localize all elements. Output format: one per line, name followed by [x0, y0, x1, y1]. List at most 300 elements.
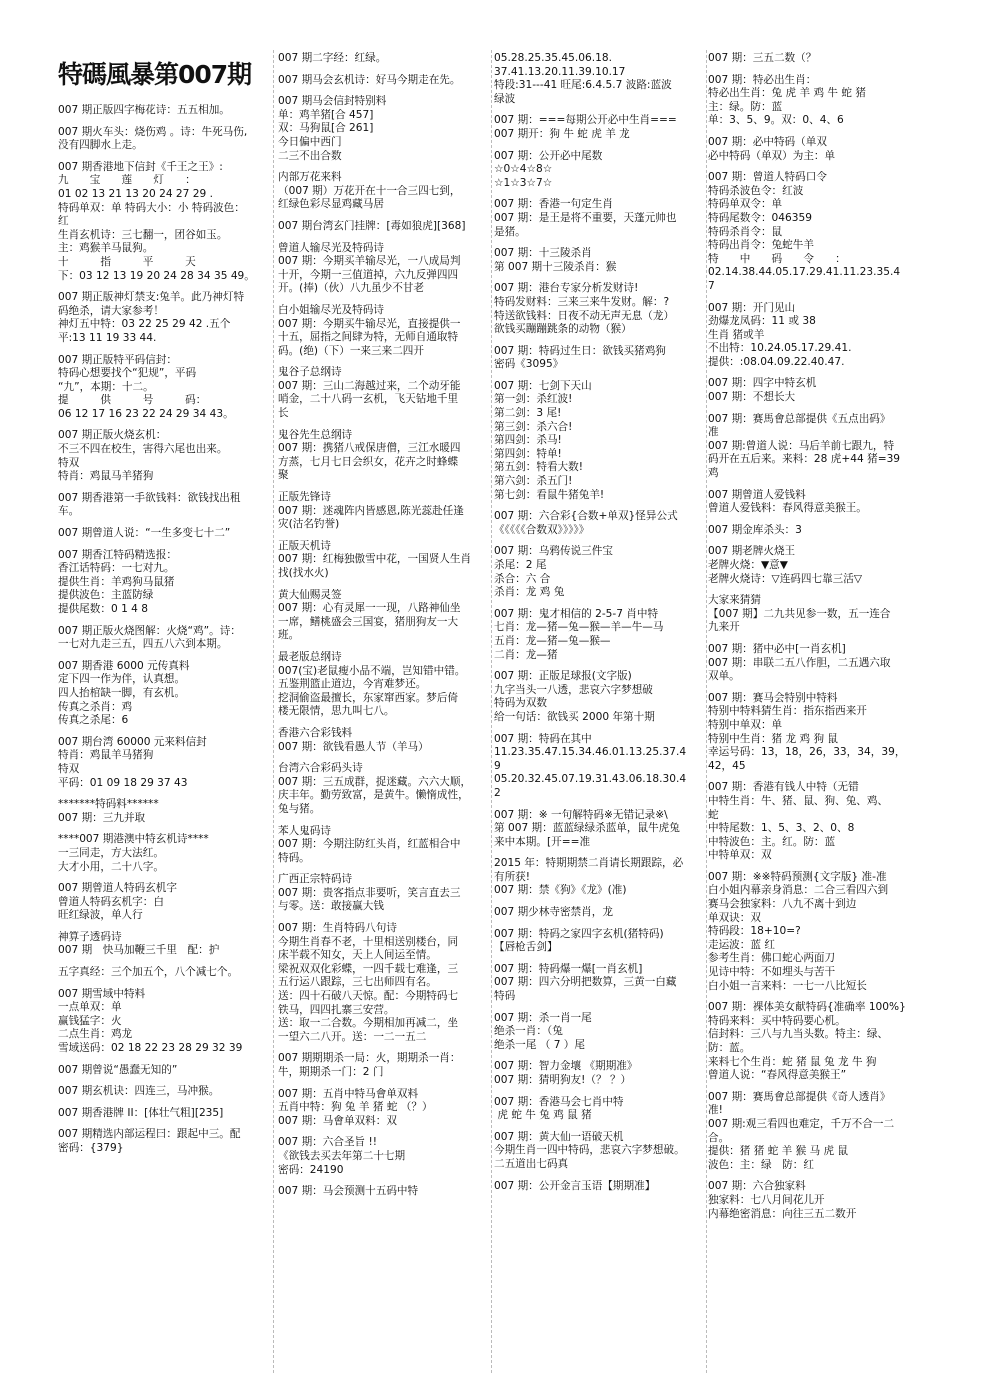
text-line: 007 期：六合圣旨 !! [278, 1136, 378, 1149]
text-line: 不三不四在校生，害得六尾也出来。 [58, 443, 228, 456]
text-line: 白小姐内幕亲身消息：二合三看四六到 [708, 884, 889, 897]
text-line: 梁祝双双化彩蝶，一四千载七难逢，三 [278, 962, 459, 975]
text-line: 香江话特码：一七对九。 [58, 562, 175, 575]
text-block [278, 540, 490, 581]
text-line: 参考生肖：佛口蛇心两面刀 [708, 952, 836, 965]
text-block [494, 150, 704, 191]
text-line: 老牌火烧诗：▽连码四七靠三活▽ [708, 572, 863, 585]
text-line: 主：鸡猴羊马鼠狗。 [58, 242, 154, 255]
text-line: 哨金，二十八码一玄机，飞天钻地千里 [278, 393, 459, 406]
text-line: 007(宝)老鼠瘦小品不端，岂知错中错。 [278, 664, 466, 677]
text-line: 007 期：心有灵犀一一现，八路神仙坐 [278, 602, 461, 615]
text-line: 第四剑：特单! [494, 447, 562, 460]
text-block [58, 988, 270, 1056]
text-line: 提 供 号 码： [58, 394, 207, 407]
text-line: 007 期：港台专家分析发财诗! [494, 282, 639, 295]
text-block [278, 491, 490, 532]
text-line: 特码。 [278, 851, 310, 864]
text-block [278, 74, 490, 88]
text-line: 特 中 码 令 ： [708, 252, 846, 265]
text-line: 特必出生肖：兔 虎 羊 鸡 牛 蛇 猪 [708, 87, 866, 100]
text-block [708, 302, 922, 370]
text-line: 007 期：马會单双料：双 [278, 1114, 397, 1127]
text-line: 传真之杀尾：6 [58, 714, 129, 727]
text-line: 波色：主：绿 防：红 [708, 1158, 814, 1171]
text-line: 十五，屈指之间肆为特，无师自通取特 [278, 331, 459, 344]
text-line: 007 期：杀一肖一尾 [494, 1011, 592, 1024]
text-line: 曾道人说：“春风得意美猴王” [708, 1069, 847, 1082]
text-line: 007 期：曾道人特码口令 [708, 171, 827, 184]
text-block [278, 220, 490, 234]
text-line: 双单。 [708, 670, 740, 683]
text-line: 007 期：三九并取 [58, 811, 146, 824]
text-line: 11.23.35.47.15.34.46.01.13.25.37.4 [494, 746, 687, 759]
text-line: 旺红绿波，单人行 [58, 909, 143, 922]
text-line: 长 [278, 407, 289, 420]
text-line: 铁马，四四扎寨三安营。 [278, 1003, 395, 1016]
text-block [278, 873, 490, 914]
text-line: 007 期：※※特码预测{文字版} 准-准 [708, 870, 887, 883]
text-line: 提供：:08.04.09.22.40.47. [708, 355, 845, 368]
text-line: “九”，本期：十二。 [58, 380, 154, 393]
text-line: 中特尾数：1、5、3、2、0、8 [708, 822, 855, 835]
text-line: 十 指 平 天 [58, 255, 196, 268]
text-line: 码开在五后来。来料：28 虎+44 猪=39 [708, 453, 901, 466]
column-divider [273, 50, 274, 1373]
text-line: 中特单双：双 [708, 849, 772, 862]
text-block [278, 922, 490, 1044]
text-line: 是猪。 [494, 225, 526, 238]
text-block [494, 608, 704, 662]
text-block [58, 126, 270, 153]
text-line: 02.14.38.44.05.17.29.41.11.23.35.4 [708, 266, 901, 279]
text-block [494, 198, 704, 239]
text-line: 幸运号码：13，18，26，33，34，39， [708, 746, 906, 759]
text-line: 五行运八跟踪，三七出师四有名。 [278, 976, 437, 989]
text-line: 与零。送：敢接赢大钱 [278, 900, 384, 913]
text-line: 007 期：开门见山 [708, 301, 796, 314]
text-line: 007 期：五肖中特马會单双料 [278, 1087, 419, 1100]
text-block [708, 74, 922, 128]
text-block [494, 857, 704, 898]
text-line: 05.28.25.35.45.06.18. [494, 52, 612, 64]
text-block [58, 882, 270, 923]
text-line: 特段:31---41 旺尾:6.4.5.7 波路:蓝波 [494, 79, 672, 92]
text-block [494, 963, 704, 1004]
text-line: 特码来料：买中特码要心机。 [708, 1014, 846, 1027]
text-line: 特码心想要找个“犯规”，平码 [58, 367, 197, 380]
text-line: 007 期：赛马会特别中特料 [708, 691, 838, 704]
text-line: 特送欲钱料：日夜不动无声无息（龙） [494, 309, 675, 322]
text-line: 特别中生肖：猪 龙 鸡 狗 鼠 [708, 732, 839, 745]
text-line: 苯人鬼码诗 [278, 824, 331, 837]
text-block [278, 589, 490, 643]
text-line: 中特生肖：牛、猪、鼠、狗、兔、鸡、 [708, 794, 889, 807]
text-line: 见诗中特：不如埋头与苦干 [708, 966, 836, 979]
text-line: 007 期：===每期公开必中生肖=== [494, 114, 677, 127]
text-line: 007 期：携猪八戒保唐僧，三江水暖四 [278, 442, 461, 455]
text-line: 007 期：六合独家料 [708, 1180, 806, 1193]
column-2-blocks [278, 52, 490, 1199]
text-line: 七肖：龙—猪—兔—猴—羊—牛—马 [494, 621, 664, 634]
text-line: 007 期香港 6000 元传真料 [58, 659, 190, 672]
text-line: 下：03 12 13 19 20 24 28 34 35 49。 [58, 269, 255, 282]
text-line: 特码段：18+10=? [708, 925, 801, 938]
text-line: 四人抬棺缺一脚，有玄机。 [58, 686, 186, 699]
text-line: 007 期期期杀一局：火，期期杀一肖： [278, 1052, 461, 1065]
text-line: 第四剑：杀马! [494, 434, 562, 447]
text-line: 特别中单双：单 [708, 718, 783, 731]
text-block [708, 594, 922, 635]
text-line: 特码发财料：三来三来牛发财。解：? [494, 295, 670, 308]
text-line: 劲爆龙凤码：11 或 38 [708, 315, 816, 328]
text-line: 神算子透码诗 [58, 930, 122, 943]
text-block [58, 833, 270, 874]
text-line: 2 [494, 786, 501, 799]
text-line: 绝杀一尾 （ 7 ）尾 [494, 1038, 585, 1051]
text-line: 一点单双：单 [58, 1001, 122, 1014]
text-block [58, 527, 270, 541]
column-4-blocks [708, 52, 922, 1221]
text-line: 007 期正版火烧图解：火烧“鸡”。诗： [58, 624, 241, 637]
text-line: 第七剑：看鼠牛猪兔羊! [494, 488, 605, 501]
text-line: 主：绿。防：蓝 [708, 100, 783, 113]
text-line: 007 期曾道人说：“一生多变七十二” [58, 527, 231, 540]
text-line: 007 期香港第一手欲钱料：欲钱找出租 [58, 491, 241, 504]
text-line: 来中本期。[开==准 [494, 835, 591, 848]
text-line: 2015 年：特期期禁二肖请长期跟踪，必 [494, 857, 684, 870]
text-line: 今期生肖一四中特码，悲哀六字梦想破。 [494, 1144, 685, 1157]
text-block [494, 1060, 704, 1087]
text-line: 007 期：今期买羊输尽光，一八成局判 [278, 255, 461, 268]
text-line: 密码《3095》 [494, 358, 564, 371]
text-line: 第三剑：杀六合! [494, 420, 573, 433]
text-block [58, 931, 270, 958]
text-line: 内部万花来料 [278, 171, 342, 184]
text-block [494, 670, 704, 724]
text-line: 特码单双：单 特码大小：小 特码波色： [58, 201, 245, 214]
text-line: 第一剑：杀红波! [494, 393, 573, 406]
text-line: 007 期雪域中特料 [58, 987, 146, 1000]
text-block [494, 510, 704, 537]
text-line: 007 期马会信封特别料 [278, 95, 387, 108]
text-line: 楼无限情，思九叫七八。 [278, 705, 395, 718]
text-line: 007 期：※ 一句解特码※无错记录※\ [494, 808, 668, 821]
text-line: 007 期:观三看四也难定，千万不合一二 [708, 1117, 895, 1130]
text-line: 007 期：香港一句定生肖 [494, 198, 613, 211]
text-line: 九字当头一八透，悲哀六字梦想破 [494, 683, 653, 696]
text-line: 007 期正版火烧玄机： [58, 429, 167, 442]
text-block [278, 1052, 490, 1079]
text-line: 007 期精选内部运程曰：跟起中三。配 [58, 1128, 241, 1141]
text-line: 不出特：10.24.05.17.29.41. [708, 342, 852, 355]
text-line: 第 007 期：蓝蓝绿绿杀蓝单，鼠牛虎兔 [494, 822, 680, 835]
text-block [278, 1136, 490, 1177]
text-line: 信封料：三八与九当头数。特主：绿、 [708, 1028, 889, 1041]
text-block [58, 354, 270, 422]
text-line: 鸡 [708, 467, 719, 480]
text-line: 007 期：七剑下天山 [494, 379, 592, 392]
text-block [58, 429, 270, 483]
text-line: 黄大仙赐灵签 [278, 588, 342, 601]
text-line: 7 [708, 279, 715, 292]
text-block [278, 95, 490, 163]
text-line: 007 期：特必出生肖： [708, 73, 817, 86]
text-line: 合。 [708, 1131, 730, 1144]
text-line: 特肖：鸡鼠羊马猪狗 [58, 749, 154, 762]
text-line: 007 期：赛馬會总部提供《奇人透肖》 [708, 1090, 891, 1103]
text-line: 007 期曾道人特码玄机字 [58, 882, 177, 895]
text-block [708, 871, 922, 993]
text-line: 二肖：龙—猪 [494, 648, 558, 661]
text-line: 特别中特料猜生肖：指东指西来开 [708, 705, 867, 718]
text-line: 007 期：特码之家四字玄机(猪特码) [494, 927, 664, 940]
text-line: 一七对九走三五，四五八六到本期。 [58, 638, 228, 651]
text-line: 007 期：三山二海越过来，二个动牙能 [278, 379, 461, 392]
text-line: 最老版总纲诗 [278, 650, 342, 663]
text-block [494, 733, 704, 801]
text-line: 庆丰年。勤劳致富，是黄牛。懒惰成性， [278, 789, 469, 802]
column-3-blocks [494, 52, 704, 1193]
text-block [708, 692, 922, 774]
page-title: 特碼風暴第007期 [58, 60, 252, 89]
text-block [58, 798, 270, 825]
text-line: 开。(捧)（伙）八九虽少不甘老 [278, 282, 424, 295]
text-line: 007 期：公开金言玉语【期期准】 [494, 1179, 656, 1192]
text-line: 《欲钱去买去年第二十七期 [278, 1149, 406, 1162]
text-line: 班。 [278, 629, 300, 642]
text-block [58, 161, 270, 283]
text-line: 蛇 [708, 808, 719, 821]
text-block [494, 247, 704, 274]
text-line: 007 期：正版足球报(文字版) [494, 670, 632, 683]
text-line: 007 期二字经：红绿。 [278, 52, 387, 64]
text-line: 大才小用，二十八字。 [58, 860, 164, 873]
text-line: 007 期：不想长大 [708, 391, 796, 404]
text-line: 007 期：六合彩{合数+单双}怪异公式 [494, 510, 678, 523]
column-1-blocks [58, 104, 270, 1156]
text-line: 特码 [494, 990, 516, 1003]
text-line: 车。 [58, 505, 80, 518]
text-line: 007 期：智力金壤 《期期准》 [494, 1060, 638, 1073]
text-line: 赢钱猛字：火 [58, 1014, 122, 1027]
text-line: 聚 [278, 469, 289, 482]
text-line: 今期生肖春不老，十里相送别楼台，同 [278, 935, 459, 948]
text-line: 送：取一二合数。今期相加再减二，坐 [278, 1017, 459, 1030]
text-line: 007 期：三五成群，捉迷藏。六六大顺， [278, 775, 472, 788]
text-block [58, 966, 270, 980]
text-line: 灾(沽名钓誉) [278, 518, 340, 531]
text-line: 防：蓝。 [708, 1042, 751, 1054]
text-line: 平码：01 09 18 29 37 43 [58, 776, 188, 789]
text-line: 曾道人特码玄机字：白 [58, 895, 164, 908]
text-line: 定下四一作为伴，认真想。 [58, 673, 186, 686]
text-line: 9 [494, 759, 501, 772]
text-line: 007 期：今期买牛输尽光，直接提供一 [278, 317, 461, 330]
text-line: 红绿色彩尽显鸡藏马居 [278, 198, 384, 211]
text-line: 传真之杀肖：鸡 [58, 700, 133, 713]
text-block [278, 242, 490, 296]
text-line: 007 期金库杀头：3 [708, 523, 802, 536]
text-line: 007 期：马会预测十五码中特 [278, 1185, 419, 1198]
text-line: 第六剑：杀五门! [494, 475, 573, 488]
text-block [494, 545, 704, 599]
text-block [494, 380, 704, 502]
text-block [494, 906, 704, 920]
text-line: 密码：24190 [278, 1163, 344, 1176]
text-line: 特码出肖令：兔蛇牛羊 [708, 239, 814, 252]
text-block [494, 282, 704, 336]
text-block [58, 736, 270, 790]
text-line: 007 期：鬼才相信的 2-5-7 肖中特 [494, 607, 659, 620]
text-line: 007 期：特码在其中 [494, 732, 592, 745]
text-line: 送：四十石破八天惊。配：今期特码七 [278, 990, 459, 1003]
text-line: 床半载不知女，天上人间运至情。 [278, 949, 437, 962]
text-line: 007 期正版特平码信封： [58, 353, 177, 366]
text-line: 06 12 17 16 23 22 24 29 34 43。 [58, 407, 234, 420]
text-line: 码。(绝)（下）一来三来二四开 [278, 344, 424, 357]
text-line: 007 期开：狗 牛 蛇 虎 羊 龙 [494, 127, 630, 140]
text-block [708, 377, 922, 404]
text-block [494, 52, 704, 106]
text-line: 007 期：今期注防红头肖，红蓝相合中 [278, 838, 461, 851]
text-line: 特码为双数 [494, 697, 547, 710]
text-line: ☆1☆3☆7☆ [494, 176, 553, 189]
text-line: 007 期：禁《狗》《龙》(准) [494, 884, 627, 897]
text-line: 一望六二八开。送：一二一五二 [278, 1030, 427, 1043]
text-line: 平:13 11 19 33 44. [58, 331, 157, 344]
text-line: 杀尾：2 尾 [494, 559, 547, 571]
text-block [708, 1091, 922, 1173]
text-line: 曾道人输尽光及特码诗 [278, 241, 384, 254]
text-line: 37.41.13.20.11.39.10.17 [494, 65, 626, 78]
text-line: 正版天机诗 [278, 539, 331, 552]
text-line: 提供生肖：羊鸡狗马鼠猪 [58, 575, 175, 588]
text-line: 007 期：黄大仙一语破天机 [494, 1130, 624, 1143]
text-line: 特双 [58, 762, 80, 775]
text-line: 007 期正版神灯禁支:兔羊。此乃神灯特 [58, 291, 245, 304]
text-line: 特码单双令：单 [708, 198, 783, 211]
text-line: 007 期：必中特码（单双 [708, 135, 827, 148]
text-line: 老牌火烧：▼意▼ [708, 559, 788, 571]
text-line: 今日偏中西门 [278, 135, 342, 148]
text-line: 绝杀一肖：（兔 [494, 1025, 563, 1038]
text-line: 特码尾数令：046359 [708, 211, 813, 224]
text-line: 【007 期】二九共见参一数，五一连合 [708, 607, 891, 620]
text-line: 特码杀肖令：鼠 [708, 225, 783, 238]
text-line: 雪域送码：02 18 22 23 28 29 32 39 [58, 1042, 243, 1055]
text-block [708, 545, 922, 586]
text-line: 生肖玄机诗：三七翻一，团谷如玉。 [58, 228, 228, 241]
text-line: 007 期：十三陵杀肖 [494, 247, 592, 260]
text-line: 特双 [58, 456, 80, 469]
text-line: 五字真经：三个加五个，八个减七个。 [58, 966, 239, 979]
text-line: 01 02 13 21 13 20 24 27 29 . [58, 187, 213, 200]
text-line: 台湾六合彩码头诗 [278, 762, 363, 775]
text-line: 杀合：六 合 [494, 572, 551, 585]
text-block [58, 1128, 270, 1155]
text-block [494, 928, 704, 955]
text-line: 007 期：欲钱看愚人节（羊马） [278, 740, 429, 753]
text-line: 《《《《《合数双》》》》》 [494, 523, 590, 536]
text-line: 一席，鳝桃盛会三国宴，猪朋狗友一大 [278, 615, 459, 628]
text-block [708, 136, 922, 163]
text-line: 双：马狗鼠[合 261] [278, 122, 374, 135]
text-line: 007 期曾道人爱钱料 [708, 488, 806, 501]
text-block [494, 1131, 704, 1172]
text-line: 二点生肖：鸡龙 [58, 1028, 133, 1041]
text-block [708, 1001, 922, 1083]
text-line: 鬼谷子总纲诗 [278, 366, 342, 379]
column-divider [706, 50, 707, 1373]
text-line: 007 期：生肖特码八句诗 [278, 922, 397, 935]
text-block [58, 1064, 270, 1078]
text-line: 007 期：三五二数（？ [708, 52, 817, 64]
text-line: 大家来猜猜 [708, 594, 761, 607]
text-line: 特肖：鸡鼠马羊猪狗 [58, 470, 154, 483]
text-line: 007 期：乌鸦传说三件宝 [494, 545, 613, 558]
text-line: 准! [708, 1104, 723, 1117]
text-line: 007 期：红梅独傲雪中花，一国贤人生肖 [278, 553, 472, 566]
text-block [494, 345, 704, 372]
text-line: 007 期：四六分明把数算，三黄一白藏 [494, 976, 677, 989]
text-block [278, 1088, 490, 1129]
text-line: 007 期：猜明狗友!（？ ？） [494, 1074, 632, 1086]
text-line: 红 [58, 215, 69, 228]
text-line: 生肖 猪或羊 [708, 328, 765, 341]
text-line: 007 期曾说“愚蠢无知的” [58, 1063, 178, 1076]
text-line: 欲钱买蹦蹦跳条的动物（猴） [494, 323, 632, 336]
text-line: 单双诀：双 [708, 911, 761, 924]
text-line: 第五剑：特看大数! [494, 461, 583, 474]
text-line: 赛马会独家料：八九不离十到边 [708, 898, 857, 911]
text-line: 单：3、5、9。双：0、4、6 [708, 114, 844, 127]
text-line: 007 期：猪中必中[一肖玄机] [708, 642, 846, 655]
text-line: 白小姐输尽光及特码诗 [278, 303, 384, 316]
text-line: 九来开 [708, 621, 740, 634]
text-line: 007 期香港地下信封《千王之王》: [58, 160, 223, 173]
text-line: 九 宝 莲 灯 ： [58, 174, 196, 187]
text-line: 第二剑：3 尾! [494, 407, 562, 420]
text-block [708, 524, 922, 538]
text-line: 没有四脚水上走。 [58, 139, 143, 152]
text-block [494, 1012, 704, 1053]
text-line: 挖洞偷盗最擅长，东家窜西家。梦后倚 [278, 691, 459, 704]
text-line: 正版先锋诗 [278, 491, 331, 504]
text-block [708, 171, 922, 293]
text-line: ☆0☆4☆8☆ [494, 163, 553, 176]
text-line: 提供：猪 猪 蛇 羊 猴 马 虎 鼠 [708, 1145, 849, 1158]
text-line: 007 期香港牌 II：[体壮气粗][235] [58, 1106, 224, 1119]
text-block [278, 304, 490, 358]
text-line: 内幕绝密消息：向往三五二数开 [708, 1207, 857, 1220]
text-line: 第 007 期十三陵杀肖：猴 [494, 260, 617, 273]
text-line: 绿波 [494, 92, 516, 105]
text-line: 牛，期期杀一门：2 门 [278, 1066, 384, 1078]
text-block [494, 809, 704, 850]
text-line: 007 期：特码过生日：欲钱买猪鸡狗 [494, 344, 666, 357]
text-block [58, 104, 270, 118]
text-line: 42，45 [708, 759, 746, 772]
text-line: 007 期:曾道人说：马后羊前七跟九，特 [708, 439, 895, 452]
text-line: 广西正宗特码诗 [278, 873, 353, 886]
text-line: ****007 期港澳中特玄机诗**** [58, 833, 209, 846]
text-line: 必中特码（单双）为主：单 [708, 149, 836, 162]
text-block [708, 1180, 922, 1221]
text-line: 白小姐一言来料：一七一八比短长 [708, 979, 867, 992]
text-line: 007 期：四字中特玄机 [708, 377, 817, 390]
text-block [58, 660, 270, 728]
